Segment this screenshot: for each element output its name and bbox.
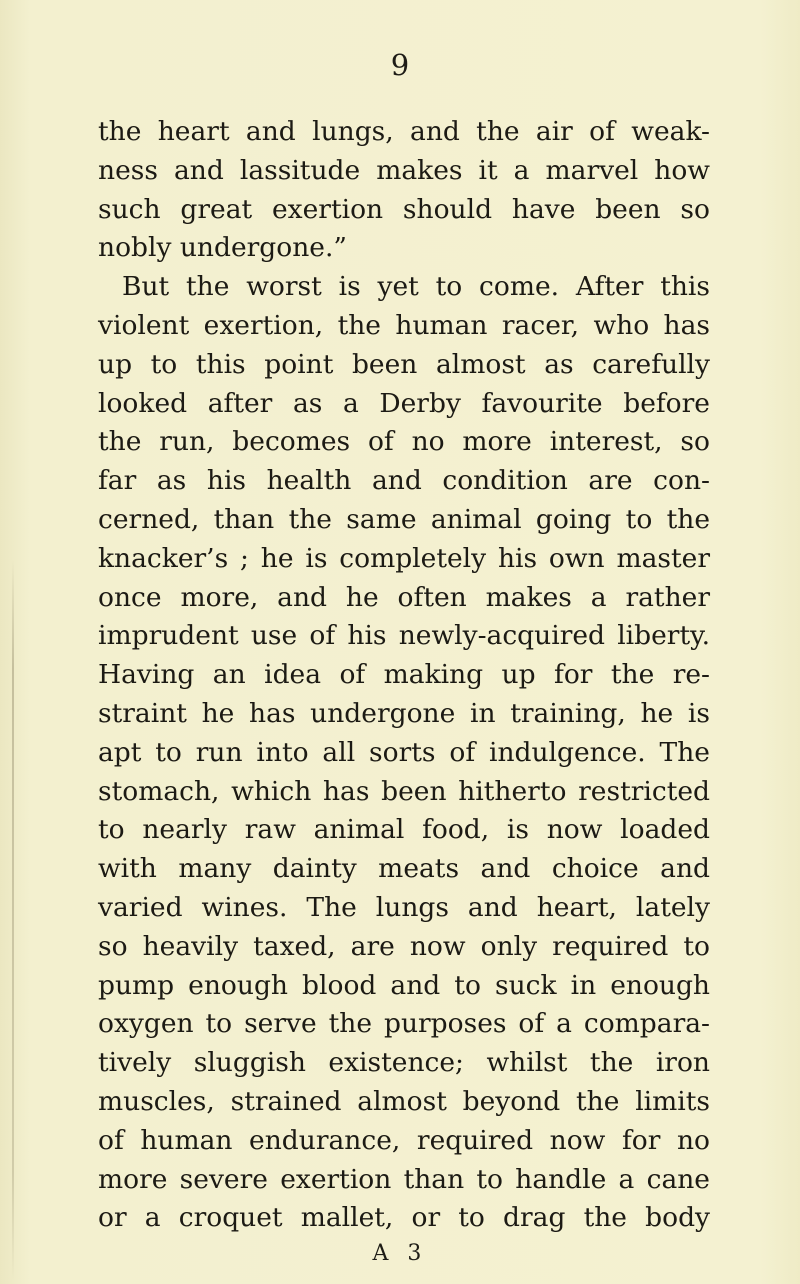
text-line: stomach, which has been hitherto restricted	[98, 775, 710, 807]
text-line: muscles, strained almost beyond the limits	[98, 1085, 710, 1117]
text-line: nobly undergone.”	[98, 232, 347, 264]
text-line: straint he has undergone in training, he is	[98, 697, 710, 729]
text-line: such great exertion should have been so	[98, 193, 710, 225]
text-line: of human endurance, required now for no	[98, 1124, 710, 1156]
text-line: the run, becomes of no more interest, so	[98, 426, 710, 458]
text-line: looked after as a Derby favourite before	[98, 387, 710, 419]
text-line: imprudent use of his newly-acquired liberty.	[98, 620, 710, 652]
text-line: more severe exertion than to handle a cane	[98, 1163, 710, 1195]
page-edge-shadow	[12, 560, 14, 1280]
text-line: far as his health and condition are con-	[98, 465, 710, 497]
text-line: violent exertion, the human racer, who has	[98, 309, 710, 341]
text-line: oxygen to serve the purposes of a compara-	[98, 1008, 710, 1040]
text-line: But the worst is yet to come. After this	[122, 271, 710, 303]
body-text	[98, 113, 710, 1238]
text-line: pump enough blood and to suck in enough	[98, 969, 710, 1001]
text-line: knacker’s ; he is completely his own master	[98, 542, 710, 574]
text-line: or a croquet mallet, or to drag the body	[98, 1202, 710, 1234]
text-line: ness and lassitude makes it a marvel how	[98, 154, 710, 186]
page-number: 9	[390, 48, 410, 82]
text-line: to nearly raw animal food, is now loaded	[98, 814, 710, 846]
text-line: so heavily taxed, are now only required to	[98, 930, 710, 962]
text-line: the heart and lungs, and the air of weak-	[98, 116, 710, 147]
text-line: tively sluggish existence; whilst the iron	[98, 1047, 710, 1079]
text-line: up to this point been almost as carefully	[98, 348, 710, 380]
text-line: Having an idea of making up for the re-	[98, 659, 710, 691]
text-line: cerned, than the same animal going to the	[98, 503, 710, 535]
text-line: apt to run into all sorts of indulgence. The	[98, 736, 710, 768]
text-line: with many dainty meats and choice and	[98, 853, 710, 885]
text-line: once more, and he often makes a rather	[98, 581, 710, 613]
text-line: varied wines. The lungs and heart, lately	[98, 891, 710, 923]
signature-mark: A 3	[372, 1241, 428, 1266]
